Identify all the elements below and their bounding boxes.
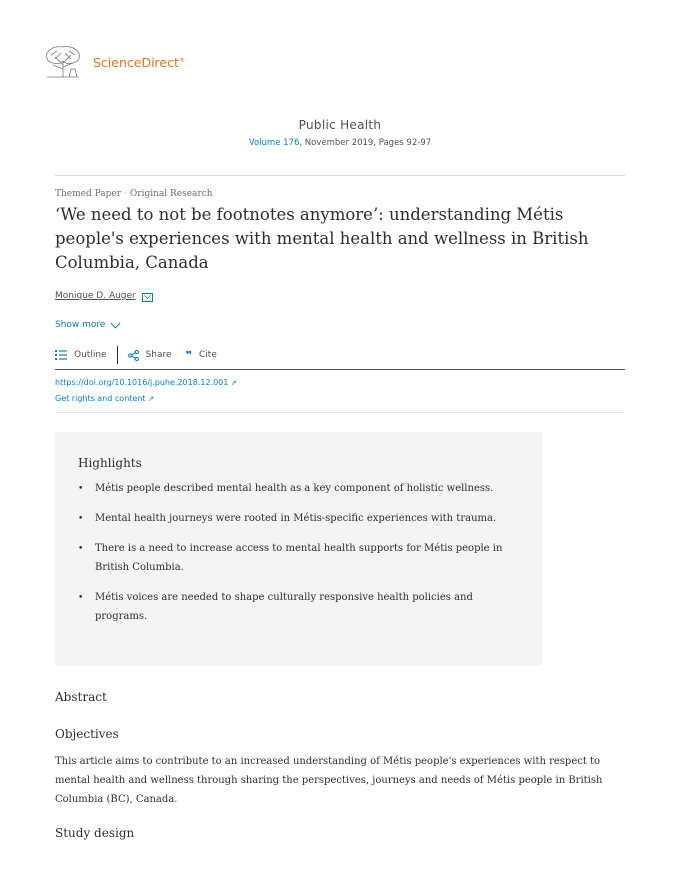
outline-button[interactable] <box>55 350 107 360</box>
header-divider <box>55 175 625 176</box>
article-subcategory: Original Research <box>129 189 213 199</box>
email-icon[interactable] <box>142 293 153 302</box>
chevron-down-icon <box>111 318 121 328</box>
article-toolbar <box>55 345 217 365</box>
highlights-title: Highlights <box>78 456 142 470</box>
abstract-heading: Abstract <box>55 690 107 704</box>
highlight-item <box>78 540 518 577</box>
issue-info <box>0 138 680 148</box>
list-icon <box>55 350 67 360</box>
issue-details: , November 2019, Pages 92-97 <box>299 138 432 148</box>
rights-link[interactable] <box>55 394 154 403</box>
share-label: Share <box>145 350 172 360</box>
objectives-text: This article aims to contribute to an increased understanding of Métis people's experiences with respect to mental health and wellness through sharing the perspectives, journeys and needs of Métis people in British Columbia (BC), Canada. <box>55 756 603 805</box>
share-button[interactable] <box>128 350 172 361</box>
article-type <box>55 189 213 199</box>
outline-label: Outline <box>74 350 107 360</box>
volume-link[interactable]: Volume 176 <box>248 138 300 148</box>
article-title: ‘We need to not be footnotes anymore’: understanding Métis people's experiences with mental health and wellness in British Columbia, Canada <box>55 205 589 272</box>
external-link-icon: ↗ <box>230 379 237 387</box>
highlight-item <box>78 589 518 626</box>
doi-link[interactable] <box>55 378 237 387</box>
rights-text: Get rights and content <box>55 394 146 403</box>
author-name[interactable]: Monique D. Auger <box>55 291 136 301</box>
article-category: Themed Paper <box>55 189 122 199</box>
highlight-text: Métis voices are needed to shape culturally responsive health policies and programs. <box>95 592 473 622</box>
doi-text: https://doi.org/10.1016/j.puhe.2018.12.001 <box>55 378 229 387</box>
highlight-text: Métis people described mental health as a key component of holistic wellness. <box>95 483 494 494</box>
cite-button[interactable] <box>186 350 217 360</box>
journal-title[interactable]: Public Health <box>298 118 382 132</box>
bullet <box>78 589 95 626</box>
bullet <box>78 540 95 577</box>
toolbar-divider <box>117 346 118 364</box>
objectives-heading: Objectives <box>55 727 119 741</box>
show-more-button[interactable] <box>55 320 119 330</box>
sciencedirect-logo[interactable] <box>43 43 183 79</box>
highlight-item <box>78 510 518 529</box>
toolbar-divider-line <box>55 369 625 370</box>
bullet <box>78 480 95 499</box>
category-separator: · <box>124 189 127 199</box>
share-icon <box>128 350 139 361</box>
brand-name: ScienceDirect® <box>93 55 185 70</box>
study-design-heading: Study design <box>55 826 135 840</box>
quote-icon: ❞ <box>185 348 193 362</box>
highlight-text: There is a need to increase access to mental health supports for Métis people in British Columbia. <box>95 543 503 573</box>
cite-label: Cite <box>199 350 217 360</box>
bullet <box>78 510 95 529</box>
highlight-item <box>78 480 518 499</box>
show-more-label: Show more <box>55 320 106 330</box>
links-divider <box>55 412 625 413</box>
external-link-icon: ↗ <box>148 395 154 403</box>
elsevier-tree-icon <box>43 43 83 79</box>
highlight-text: Mental health journeys were rooted in Métis-specific experiences with trauma. <box>95 513 497 524</box>
author-line <box>55 291 153 301</box>
